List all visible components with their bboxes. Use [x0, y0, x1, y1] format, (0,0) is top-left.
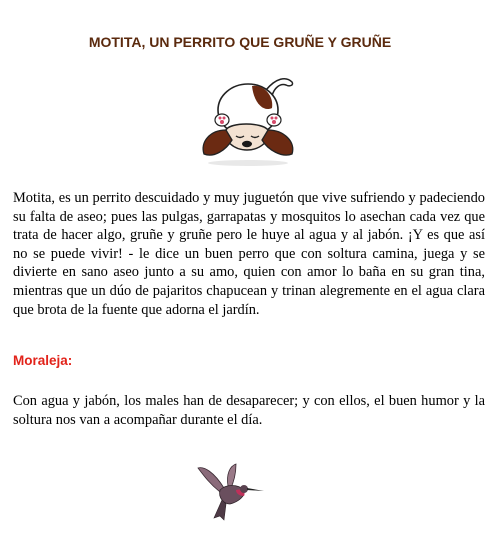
moral-heading: Moraleja: [13, 353, 73, 368]
moral-paragraph: Con agua y jabón, los males han de desaparecer; y con ellos, el buen humor y la soltura nos van a acompañar durante el día. [13, 393, 485, 428]
puppy-illustration [196, 68, 308, 168]
story-paragraph: Motita, es un perrito descuidado y muy juguetón que vive sufriendo y padeciendo su falta de aseo; pues las pulgas, garrapatas y mosquitos lo asechan cada vez que trata de hacer algo, gruñe y gruñe pero le huye al agua y al jabón. ¡Y es que así no se puede vivir! - le dice un buen perro que con soltura camina, juega y se divierte en sano aseo junto a su amo, quien con amor lo baña en su gran tina, mientras que un dúo de pajaritos chapucean y trinan alegremente en el agua clara que brota de la fuente que adorna el jardín. [13, 190, 485, 318]
hummingbird-illustration [190, 462, 266, 524]
story-title: MOTITA, UN PERRITO QUE GRUÑE Y GRUÑE [88, 34, 392, 50]
